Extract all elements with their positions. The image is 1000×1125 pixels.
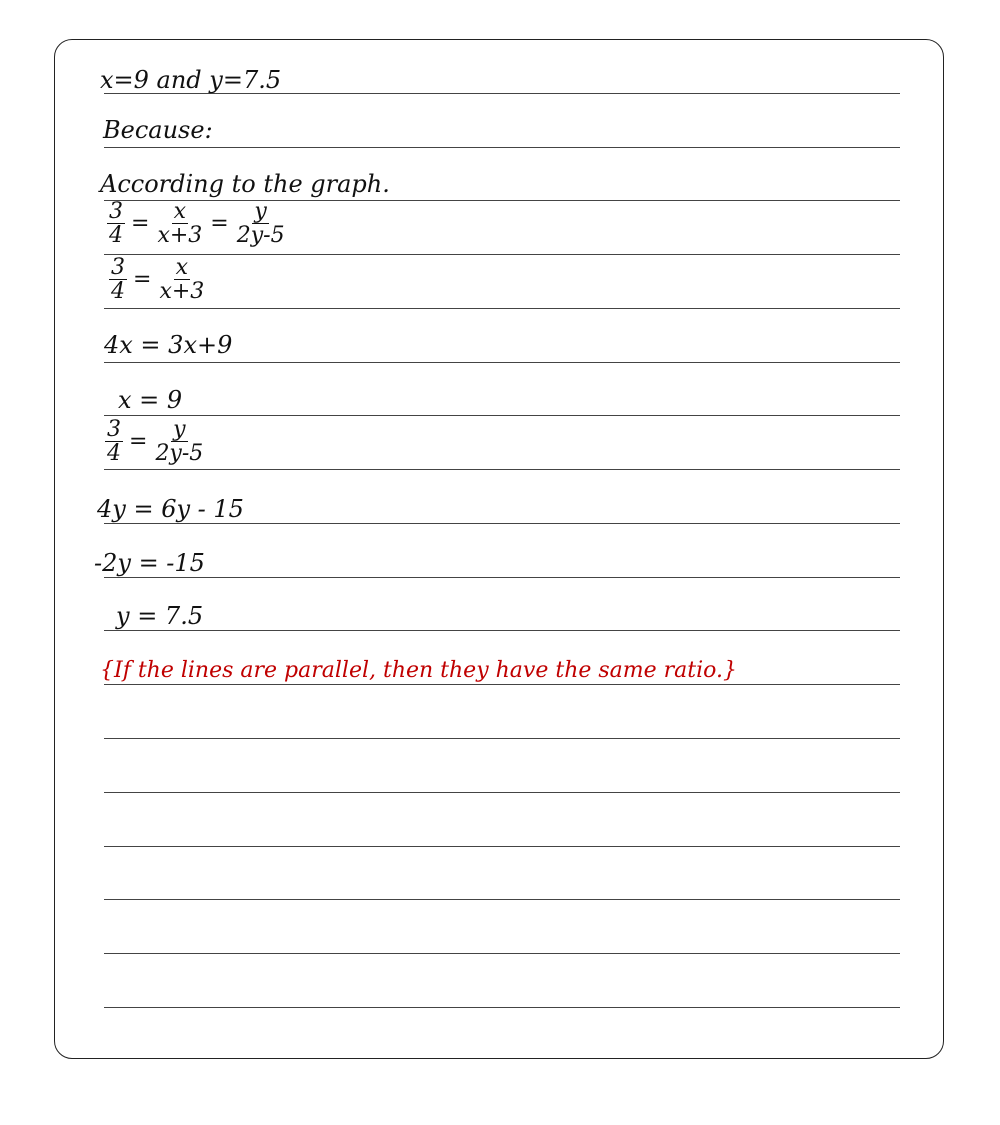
- step-neg-2y: -2y = -15: [94, 549, 205, 577]
- ruled-line: [104, 684, 900, 685]
- proportion-equation-x: [106, 256, 209, 303]
- step-4x: 4x = 3x+9: [104, 331, 233, 359]
- denominator: 2y-5: [155, 441, 204, 467]
- ruled-line: [104, 147, 900, 148]
- numerator: y: [254, 199, 267, 224]
- denominator: 2y-5: [236, 223, 285, 249]
- step-x-equals-9: x = 9: [118, 386, 183, 414]
- equals-sign: =: [129, 429, 148, 455]
- fraction-3-4: [107, 200, 125, 247]
- ruled-line: [104, 792, 900, 793]
- step-4y: 4y = 6y - 15: [97, 495, 244, 523]
- equals-sign: =: [131, 211, 150, 237]
- fraction-x-over-x-plus-3: [155, 200, 204, 247]
- ruled-line: [104, 577, 900, 578]
- ruled-line: [104, 953, 900, 954]
- denominator: x+3: [159, 279, 205, 305]
- ruled-line: [104, 899, 900, 900]
- fraction-3-4: [109, 256, 127, 303]
- denominator: x+3: [157, 223, 203, 249]
- denominator: 4: [107, 441, 121, 467]
- denominator: 4: [109, 223, 123, 249]
- according-line: According to the graph.: [100, 170, 390, 198]
- proportion-equation-full: [104, 200, 290, 247]
- ruled-line: [104, 630, 900, 631]
- fraction-y-over-2y-minus-5: [153, 418, 205, 465]
- ruled-line: [104, 362, 900, 363]
- because-label: Because:: [103, 116, 213, 144]
- numerator: x: [175, 255, 189, 280]
- equals-sign: =: [133, 267, 152, 293]
- denominator: 4: [111, 279, 125, 305]
- numerator: y: [173, 417, 186, 442]
- numerator: 3: [109, 199, 123, 224]
- ruled-line: [104, 415, 900, 416]
- ruled-line: [104, 523, 900, 524]
- ruled-line: [104, 846, 900, 847]
- ruled-line: [104, 254, 900, 255]
- numerator: x: [173, 199, 187, 224]
- proportion-equation-y: [102, 418, 208, 465]
- ruled-line: [104, 469, 900, 470]
- fraction-x-over-x-plus-3: [157, 256, 206, 303]
- equals-sign: =: [210, 211, 229, 237]
- parallel-lines-note: {If the lines are parallel, then they have the same ratio.}: [100, 658, 738, 683]
- ruled-line: [104, 738, 900, 739]
- fraction-3-4: [105, 418, 123, 465]
- answer-line: x=9 and y=7.5: [100, 66, 282, 94]
- numerator: 3: [107, 417, 121, 442]
- numerator: 3: [111, 255, 125, 280]
- ruled-line: [104, 308, 900, 309]
- step-y-equals: y = 7.5: [116, 602, 204, 630]
- fraction-y-over-2y-minus-5: [235, 200, 287, 247]
- ruled-line: [104, 1007, 900, 1008]
